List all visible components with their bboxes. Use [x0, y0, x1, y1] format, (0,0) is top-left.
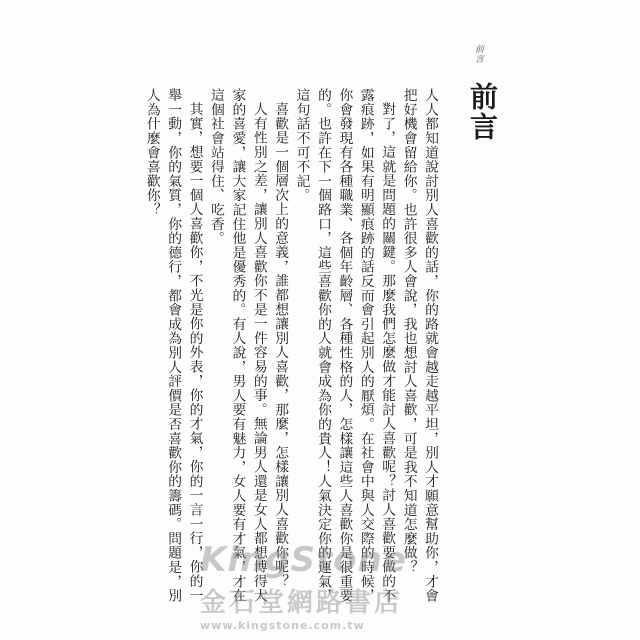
paragraph-2: 對了，這就是問題的關鍵。那麼我們怎麼做才能討人喜歡呢？討人喜歡要做的不露痕跡，如果有明顯痕跡的話反而會引起別人的厭煩。在社會中與人交際的時候，你會發現有各種職業、各個年齡層、各種性格的人，怎樣讓這些人喜歡你是很重要的。也許在下一個路口，這些喜歡你的人就會成為你的貴人！人氣決定你的運氣，這句話不可不記。 — [293, 88, 396, 603]
watermark-brand: KingStone — [200, 540, 407, 580]
paragraph-5: 其實，想要一個人喜歡你，不光是你的外表，你的才氣，你的一言一行，你的一舉一動，你的氣質，你的德行，都會成為別人評價是否喜歡你的籌碼。問題是，別人為什麼會喜歡你？ — [143, 88, 203, 603]
paragraph-3: 喜歡是一個層次上的意義，誰都想讓別人喜歡，那麼，怎樣讓別人喜歡你呢？ — [272, 101, 289, 588]
paragraph-1: 人人都知道說討別人喜歡的話，你的路就會越走越平坦，別人才願意幫助你，才會把好機會留給你。也許很多人會說，我也想討人喜歡，可是我不知道怎麼做？ — [400, 88, 438, 603]
chapter-title: 前言 — [466, 82, 499, 142]
watermark-url: www.kingstone.com.tw — [200, 619, 365, 632]
watermark-name: 金石堂網路書店 — [200, 588, 404, 618]
paragraph-4: 人有性別之差，讓別人喜歡你不是一件容易的事。無論男人還是女人都想博得大家的喜愛，讓大家記住他是優秀的。有人說，男人要有魅力，女人要有才氣，才在這個社會站得住、吃香。 — [207, 88, 267, 603]
running-head: 前言 — [473, 44, 483, 64]
body-text — [143, 88, 440, 610]
